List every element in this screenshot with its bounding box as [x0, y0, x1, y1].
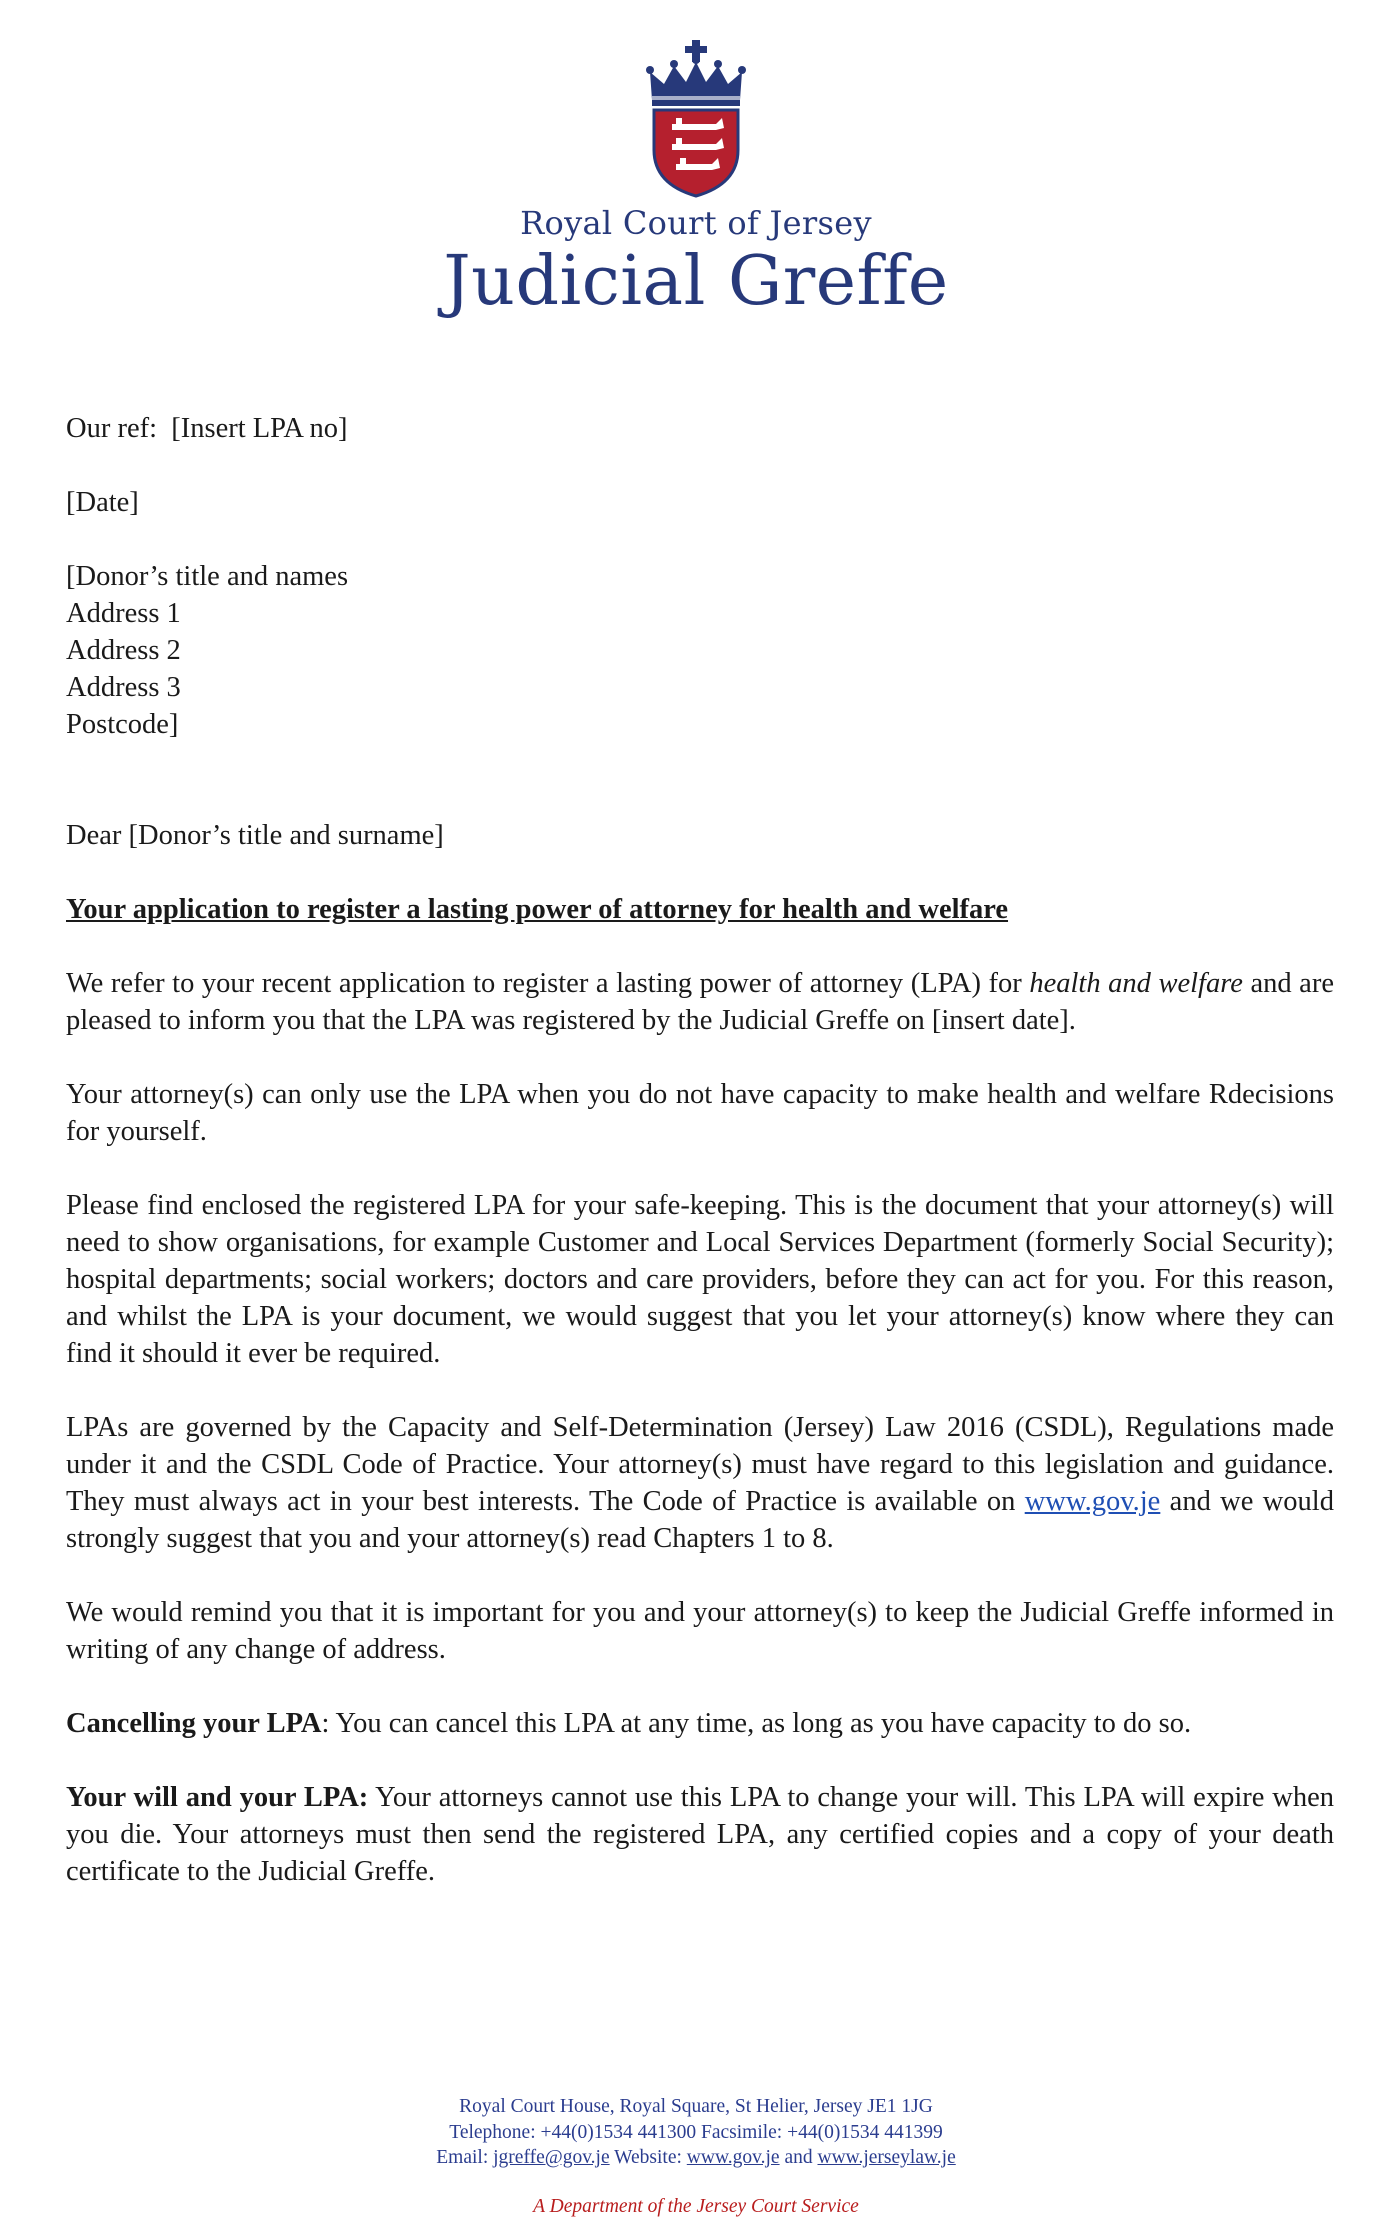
letter-body: [66, 410, 1334, 1927]
footer-and: and: [779, 2147, 818, 2168]
paragraph-text: Your attorneys cannot use this LPA to change your will. This LPA will expire when you die. Your attorneys must then send the registered LPA, any certified copies and a copy of your death certificate to the Judicial Greffe.: [66, 1782, 1334, 1887]
paragraph-registration: [66, 965, 1334, 1039]
reference-line: [66, 410, 1334, 447]
gov-je-link[interactable]: www.gov.je: [1024, 1486, 1161, 1517]
reference-value: [Insert LPA no]: [171, 413, 348, 444]
paragraph-will: [66, 1779, 1334, 1890]
paragraph-enclosed: Please find enclosed the registered LPA for your safe-keeping. This is the document that your attorney(s) will need to show organisations, for example Customer and Local Services Department (formerly Social Security); hospital departments; social workers; doctors and care providers, before they can act for you. For this reason, and whilst the LPA is your document, we would suggest that you let your attorney(s) know where they can find it should it ever be required.: [66, 1190, 1334, 1369]
website-link-gov[interactable]: www.gov.je: [686, 2147, 780, 2168]
letter-date: [Date]: [66, 487, 139, 518]
crest-logo: [0, 38, 1392, 198]
emphasis-text: health and welfare: [1029, 968, 1243, 999]
department-line: A Department of the Jersey Court Service: [533, 2196, 859, 2217]
office-name: Judicial Greffe: [443, 242, 949, 321]
email-link[interactable]: jgreffe@gov.je: [493, 2147, 610, 2168]
salutation: Dear [Donor’s title and surname]: [66, 820, 444, 851]
website-link-jerseylaw[interactable]: www.jerseylaw.je: [817, 2147, 956, 2168]
spacer: [66, 780, 1334, 817]
paragraph-text: We refer to your recent application to register a lasting power of attorney (LPA) for: [66, 968, 1030, 999]
subject-heading: Your application to register a lasting power of attorney for health and welfare: [66, 894, 1009, 925]
paragraph-address-change: We would remind you that it is important for you and your attorney(s) to keep the Judicial Greffe informed in writing of any change of address.: [66, 1597, 1334, 1665]
footer-telephone: Telephone: +44(0)1534 441300 Facsimile: +44(0)1534 441399: [449, 2121, 943, 2143]
reference-label: Our ref:: [66, 413, 157, 444]
email-label: Email:: [436, 2147, 494, 2168]
paragraph-cancelling: [66, 1705, 1334, 1742]
footer: [0, 2094, 1392, 2171]
website-label: Website:: [609, 2147, 687, 2168]
crest-icon: [636, 38, 756, 198]
address-line: Postcode]: [66, 709, 179, 740]
paragraph-legislation: [66, 1409, 1334, 1557]
address-line: Address 3: [66, 672, 181, 703]
address-line: Address 2: [66, 635, 181, 666]
paragraph-capacity: Your attorney(s) can only use the LPA when you do not have capacity to make health and welfare Rdecisions for yourself.: [66, 1079, 1334, 1147]
footer-address: Royal Court House, Royal Square, St Helier, Jersey JE1 1JG: [459, 2096, 933, 2117]
will-label: Your will and your LPA:: [66, 1782, 369, 1813]
paragraph-text: LPAs are governed by the Capacity and Self-Determination (Jersey) Law 2016 (CSDL), Regulations made under it and the CSDL Code of Practice. Your attorney(s) must have regard to this legislation and guidance. They must always act in your best interests. The Code of Practice is available on: [66, 1412, 1334, 1517]
address-line: Address 1: [66, 598, 181, 629]
cancelling-label: Cancelling your LPA: [66, 1708, 322, 1739]
court-name: Royal Court of Jersey: [520, 204, 872, 242]
recipient-address: [66, 558, 1334, 743]
footer-contact: [0, 2145, 1392, 2171]
paragraph-text: and are pleased to inform you that the LPA was registered by the Judicial Greffe on [insert date].: [66, 968, 1334, 1036]
paragraph-text: and we would strongly suggest that you and your attorney(s) read Chapters 1 to 8.: [66, 1486, 1334, 1554]
address-line: [Donor’s title and names: [66, 561, 349, 592]
paragraph-text: : You can cancel this LPA at any time, as long as you have capacity to do so.: [321, 1708, 1192, 1739]
